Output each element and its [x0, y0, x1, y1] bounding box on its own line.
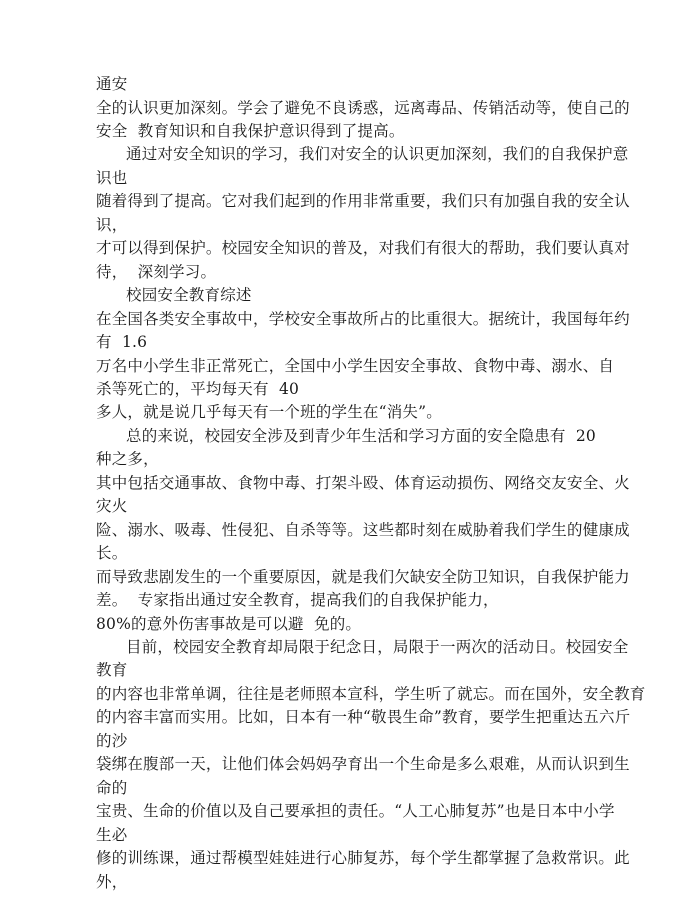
text-line: 识也	[96, 168, 128, 187]
text-line: 有 1.6	[96, 333, 148, 351]
paragraph-start-line: 目前，校园安全教育却局限于纪念日，局限于一两次的活动日。校园安全	[126, 638, 629, 656]
paragraph-start-line: 通过对安全知识的学习，我们对安全的认识更加深刻，我们的自我保护意	[126, 145, 629, 164]
text-line: 种之多，	[96, 450, 159, 469]
text-line: 待， 深刻学习。	[96, 262, 217, 281]
text-line: 万名中小学生非正常死亡，全国中小学生因安全事故、食物中毒、溺水、自	[96, 356, 615, 375]
text-line: 通安	[96, 75, 128, 93]
text-line: 宝贵、生命的价值以及自己要承担的责任。“人工心肺复苏”也是日本中小学	[96, 802, 615, 821]
text-line: 修的训练课，通过帮模型娃娃进行心肺复苏，每个学生都掌握了急救常识。此	[96, 849, 630, 868]
text-line: 袋绑在腹部一天，让他们体会妈妈孕育出一个生命是多么艰难，从而认识到生	[96, 755, 630, 774]
text-line: 80%的意外伤害事故是可以避 免的。	[96, 614, 362, 633]
text-line: 全的认识更加深刻。学会了避免不良诱惑，远离毒品、传销活动等，使自己的	[96, 98, 630, 117]
text-line: 的内容也非常单调，往往是老师照本宣科，学生听了就忘。而在国外，安全教育	[96, 684, 646, 703]
text-line: 安全 教育知识和自我保护意识得到了提高。	[96, 121, 405, 140]
text-line: 差。 专家指出通过安全教育，提高我们的自我保护能力，	[96, 591, 499, 610]
text-line: 的内容丰富而实用。比如，日本有一种“敬畏生命”教育，要学生把重达五六斤	[96, 708, 631, 727]
text-line: 长。	[96, 544, 128, 563]
text-line: 而导致悲剧发生的一个重要原因，就是我们欠缺安全防卫知识，自我保护能力	[96, 567, 630, 586]
text-line: 才可以得到保护。校园安全知识的普及，对我们有很大的帮助，我们要认真对	[96, 239, 630, 258]
text-line: 的沙	[96, 731, 128, 750]
text-line: 其中包括交通事故、食物中毒、打架斗殴、体育运动损伤、网络交友安全、火	[96, 473, 630, 492]
text-line: 随着得到了提高。它对我们起到的作用非常重要，我们只有加强自我的安全认	[96, 192, 630, 211]
text-line: 险、溺水、吸毒、性侵犯、自杀等等。这些都时刻在威胁着我们学生的健康成	[96, 520, 630, 539]
text-line: 识，	[96, 215, 128, 234]
text-line: 杀等死亡的，平均每天有 40	[96, 379, 300, 398]
text-line: 命的	[96, 778, 128, 797]
text-line: 在全国各类安全事故中，学校安全事故所占的比重很大。据统计，我国每年约	[96, 309, 630, 328]
text-line: 生必	[96, 825, 128, 844]
section-heading: 校园安全教育综述	[126, 286, 252, 305]
paragraph-start-line: 总的来说，校园安全涉及到青少年生活和学习方面的安全隐患有 20	[126, 426, 596, 445]
text-line: 灾火	[96, 497, 128, 516]
text-line: 教育	[96, 661, 128, 680]
text-line: 多人，就是说几乎每天有一个班的学生在“消失”。	[96, 403, 442, 422]
text-line: 外，	[96, 872, 128, 891]
